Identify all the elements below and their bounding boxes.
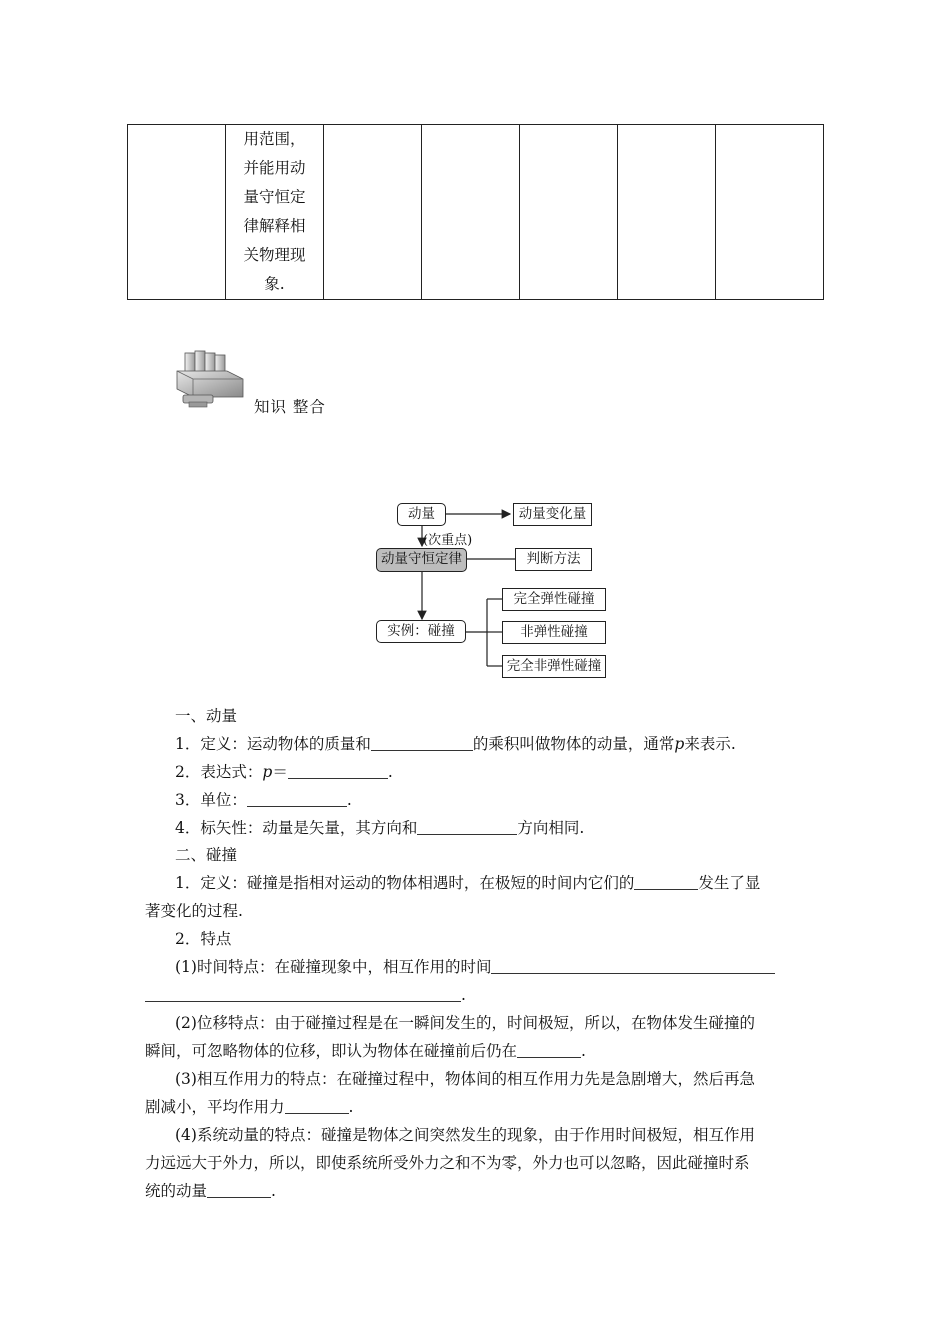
blank (247, 788, 347, 807)
node-judgment-method: 判断方法 (515, 548, 592, 571)
displacement-feature: (2)位移特点：由于碰撞过程是在一瞬间发生的，时间极短，所以，在物体发生碰撞的 (175, 1014, 755, 1032)
text-span: 来表示. (684, 735, 736, 753)
symbol-p: p (674, 735, 685, 753)
text-span: 剧减小，平均作用力 (145, 1098, 285, 1116)
objective-text (226, 125, 323, 299)
text-span: 1．定义：碰撞是指相对运动的物体相遇时，在极短的时间内它们的 (175, 874, 635, 892)
text-span: 3．单位： (175, 791, 247, 809)
table-cell (128, 125, 226, 300)
cell-line: 并能用动 (243, 159, 306, 177)
node-conservation-law: 动量守恒定律 (376, 548, 467, 572)
features-heading: 2．特点 (175, 930, 232, 948)
force-feature-cont (145, 1095, 353, 1117)
node-inelastic-collision: 非弹性碰撞 (502, 621, 606, 644)
books-on-shelf-icon (175, 345, 247, 409)
displacement-feature-cont (145, 1039, 586, 1061)
system-momentum-feature: (4)系统动量的特点：碰撞是物体之间突然发生的现象，由于作用时间极短，相互作用 (175, 1126, 755, 1144)
system-momentum-feature-end (145, 1179, 276, 1201)
text-span: 方向相同. (517, 819, 585, 837)
node-momentum-change: 动量变化量 (513, 503, 592, 526)
cell-line: 量守恒定 (243, 188, 306, 206)
cell-line: 律解释相 (243, 217, 306, 235)
blank (491, 955, 775, 974)
node-momentum: 动量 (397, 503, 446, 526)
text-span: ＝ (272, 763, 288, 781)
blank (207, 1179, 271, 1198)
blank (285, 1095, 349, 1114)
text-span: . (271, 1182, 276, 1200)
time-feature-cont (145, 983, 466, 1004)
cell-line: 关物理现 (243, 246, 306, 264)
text-span: . (461, 986, 466, 1004)
objectives-table (127, 124, 824, 300)
force-feature: (3)相互作用力的特点：在碰撞过程中，物体间的相互作用力先是急剧增大，然后再急 (175, 1070, 755, 1088)
collision-definition-cont: 著变化的过程. (145, 902, 243, 920)
cell-line: 用范围， (243, 130, 306, 148)
symbol-p: p (262, 763, 273, 781)
cell-line: 象. (264, 275, 285, 293)
table-row (128, 125, 824, 300)
blank (371, 732, 473, 751)
text-span: 瞬间，可忽略物体的位移，即认为物体在碰撞前后仍在 (145, 1042, 518, 1060)
blank (145, 983, 461, 1002)
heading-collision: 二、碰撞 (175, 846, 238, 864)
node-elastic-collision: 完全弹性碰撞 (502, 588, 606, 611)
table-cell (226, 125, 324, 300)
text-span: 统的动量 (145, 1182, 208, 1200)
heading-momentum: 一、动量 (175, 707, 238, 725)
momentum-expression (175, 760, 393, 782)
text-span: . (387, 763, 393, 781)
text-span: 4．标矢性：动量是矢量，其方向和 (175, 819, 418, 837)
text-span: (1)时间特点：在碰撞现象中，相互作用的时间 (175, 958, 492, 976)
text-span: 发生了显 (698, 874, 761, 892)
table-cell (716, 125, 824, 300)
momentum-definition (175, 732, 736, 754)
time-feature (175, 955, 775, 977)
text-span: 的乘积叫做物体的动量，通常 (472, 735, 675, 753)
text-span: . (346, 791, 352, 809)
blank (517, 1039, 581, 1058)
collision-definition (175, 871, 760, 893)
text-span: . (348, 1098, 354, 1116)
key-point-note: (次重点) (423, 533, 473, 548)
blank (288, 760, 388, 779)
table-cell (618, 125, 716, 300)
text-span: 1．定义：运动物体的质量和 (175, 735, 371, 753)
section-title: 知识 整合 (254, 398, 326, 416)
table-cell (520, 125, 618, 300)
node-example-collision: 实例：碰撞 (376, 620, 466, 643)
table-cell (324, 125, 422, 300)
system-momentum-feature-cont: 力远远大于外力，所以，即使系统所受外力之和不为零，外力也可以忽略，因此碰撞时系 (145, 1154, 750, 1172)
table-cell (422, 125, 520, 300)
blank (417, 816, 517, 835)
momentum-unit (175, 788, 352, 810)
text-span: 2．表达式： (175, 763, 263, 781)
momentum-vector-nature (175, 816, 584, 838)
text-span: . (581, 1042, 586, 1060)
node-perfectly-inelastic-collision: 完全非弹性碰撞 (502, 655, 606, 678)
blank (634, 871, 698, 890)
